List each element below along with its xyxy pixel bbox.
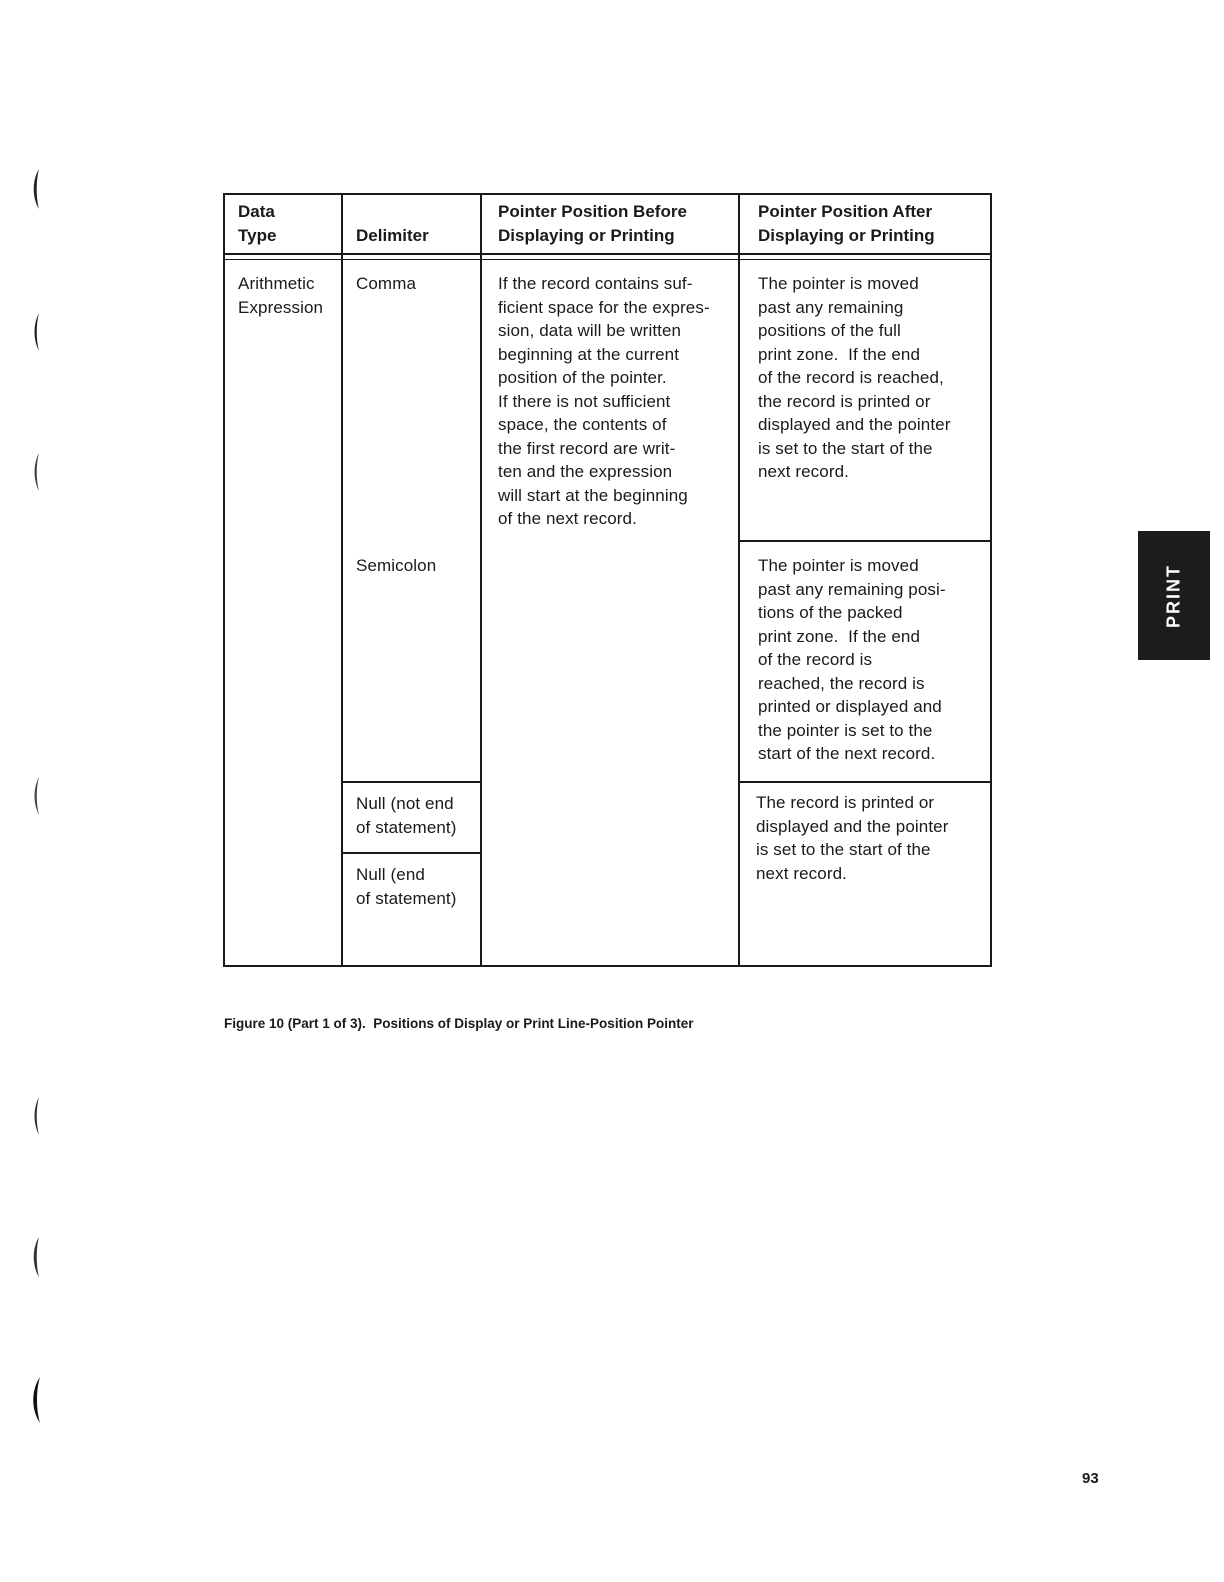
delimiter-comma: Comma xyxy=(356,274,417,293)
binder-mark-4 xyxy=(30,776,42,816)
binder-mark-1 xyxy=(30,168,42,210)
figure-caption: Figure 10 (Part 1 of 3). Positions of Display or Print Line-Position Pointer xyxy=(224,1016,694,1031)
after-row-divider-2 xyxy=(738,781,992,783)
binder-mark-2 xyxy=(30,312,42,352)
header-delimiter: Delimiter xyxy=(356,226,429,245)
binder-mark-5 xyxy=(30,1096,42,1136)
section-tab xyxy=(1138,531,1210,660)
column-divider-3 xyxy=(738,195,740,965)
delimiter-null-not-end: Null (not end of statement) xyxy=(356,794,457,837)
pointer-after-semicolon: The pointer is moved past any remaining posi- tions of the packed print zone. If the end of the record is reached, the record is printed or displayed and the pointer is set to the start of the next record. xyxy=(758,556,946,763)
binder-mark-7 xyxy=(30,1376,42,1424)
pointer-after-comma: The pointer is moved past any remaining positions of the full print zone. If the end of the record is reached, the record is printed or displayed and the pointer is set to the start of the next record. xyxy=(758,274,951,481)
column-divider-1 xyxy=(341,195,343,965)
delimiter-row-divider-2 xyxy=(341,852,482,854)
header-pointer-after: Pointer Position After Displaying or Printing xyxy=(758,202,935,245)
pointer-position-table xyxy=(223,193,992,967)
header-data-type: Data Type xyxy=(238,202,277,245)
binder-mark-3 xyxy=(30,452,42,492)
after-row-divider-1 xyxy=(738,540,992,542)
page-number: 93 xyxy=(1082,1470,1099,1487)
delimiter-row-divider-1 xyxy=(341,781,482,783)
column-divider-2 xyxy=(480,195,482,965)
header-separator xyxy=(225,253,990,260)
header-pointer-before: Pointer Position Before Displaying or Printing xyxy=(498,202,687,245)
binder-mark-6 xyxy=(30,1236,42,1278)
section-tab-label: PRINT xyxy=(1163,563,1184,628)
delimiter-semicolon: Semicolon xyxy=(356,556,437,575)
pointer-before-description: If the record contains suf- ficient space for the expres- sion, data will be written beginning at the current position of the pointer. If there is not sufficient space, the contents of the first record are writ- ten and the expression will start at the beginning of the next record. xyxy=(498,274,710,528)
data-type-cell: Arithmetic Expression xyxy=(238,274,324,317)
pointer-after-null: The record is printed or displayed and the pointer is set to the start of the next record. xyxy=(756,793,949,883)
delimiter-null-end: Null (end of statement) xyxy=(356,865,457,908)
